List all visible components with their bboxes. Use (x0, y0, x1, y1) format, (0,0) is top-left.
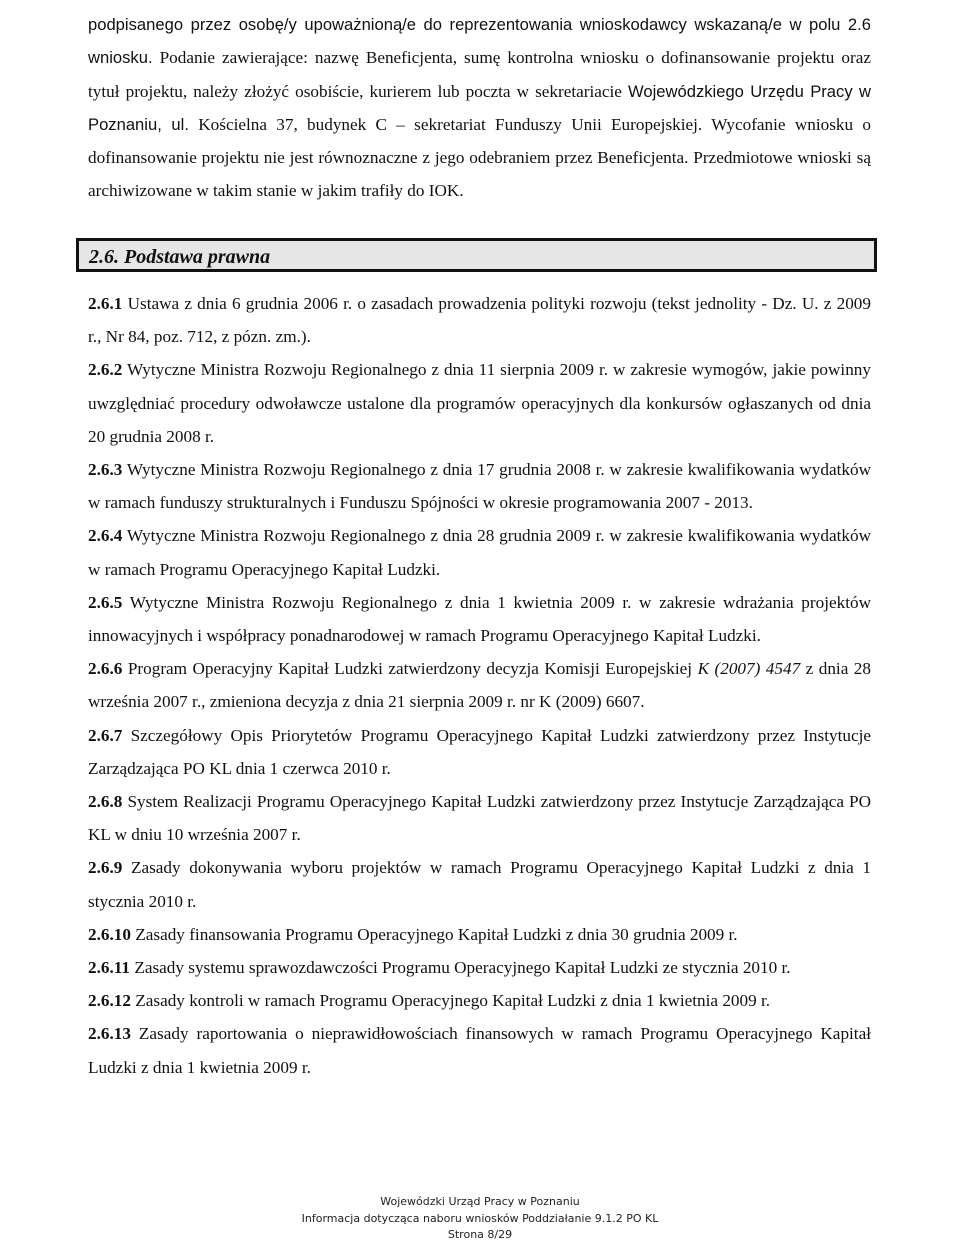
page-number: Strona 8/29 (447, 1228, 513, 1241)
item-number: 2.6.6 (88, 659, 123, 679)
item-text: Wytyczne Ministra Rozwoju Regionalnego z dnia 28 grudnia 2009 r. w zakresie kwalifikowania wydatków w ramach Programu Operacyjnego Kapitał Ludzki. (88, 526, 871, 579)
item-number: 2.6.12 (88, 991, 131, 1011)
item-text: Wytyczne Ministra Rozwoju Regionalnego z dnia 1 kwietnia 2009 r. w zakresie wdrażania projektów innowacyjnych i współpracy ponadnarodowej w ramach Programu Operacyjnego Kapitał Ludzki. (88, 592, 871, 646)
item-text: Szczegółowy Opis Priorytetów Programu Operacyjnego Kapitał Ludzki zatwierdzony przez Instytucje Zarządzająca PO KL dnia 1 czerwca 2010 r. (88, 725, 871, 778)
page-footer (0, 1194, 960, 1244)
item-number: 2.6.13 (88, 1024, 131, 1044)
list-item (88, 851, 871, 917)
item-text: Zasady systemu sprawozdawczości Programu Operacyjnego Kapitał Ludzki ze stycznia 2010 r. (130, 958, 791, 978)
intro-text-1: podpisanego przez osobę/y upoważnioną/e do reprezentowania wnioskodawcy wskazaną/e w polu 2.6 wniosku. (88, 15, 871, 68)
section-heading-box (76, 238, 877, 272)
item-number: 2.6.7 (88, 725, 123, 745)
item-number: 2.6.11 (88, 958, 131, 978)
section-heading: 2.6. Podstawa prawna (89, 246, 271, 268)
list-item (88, 719, 871, 785)
list-item (88, 353, 871, 453)
item-number: 2.6.3 (88, 460, 123, 480)
item-text: Zasady kontroli w ramach Programu Operacyjnego Kapitał Ludzki z dnia 1 kwietnia 2009 r. (130, 991, 771, 1011)
list-item (88, 287, 871, 353)
list-item (88, 453, 871, 519)
list-item (88, 586, 871, 652)
intro-text-3: Wojewódzkiego Urzędu Pracy w Poznaniu, ul. (88, 81, 872, 134)
intro-text-4: Kościelna 37, budynek C – sekretariat Funduszy Unii Europejskiej. Wycofanie wniosku o dofinansowanie projektu nie jest równoznaczne z jego odebraniem przez Beneficjenta. Przedmiotowe wnioski są archiwizowane w takim stanie w jakim trafiły do IOK. (88, 114, 871, 201)
item-text: Zasady dokonywania wyboru projektów w ramach Programu Operacyjnego Kapitał Ludzki z dnia 1 stycznia 2010 r. (88, 858, 871, 911)
list-item (88, 918, 871, 951)
intro-text-2: Podanie zawierające: nazwę Beneficjenta, sumę kontrolna wniosku o dofinansowanie projektu oraz tytuł projektu, należy złożyć osobiście, kurierem lub poczta w sekretariacie (88, 48, 871, 101)
item-text: Wytyczne Ministra Rozwoju Regionalnego z dnia 17 grudnia 2008 r. w zakresie kwalifikowania wydatków w ramach funduszy strukturalnych i Funduszu Spójności w okresie programowania 2007 - 2013. (88, 460, 871, 513)
item-text: Wytyczne Ministra Rozwoju Regionalnego z dnia 11 sierpnia 2009 r. w zakresie wymogów, jakie powinny uwzględniać procedury odwoławcze ustalone dla programów operacyjnych dla konkursów ogłaszanych od dnia 20 grudnia 2008 r. (88, 360, 871, 446)
item-number: 2.6.4 (88, 526, 123, 546)
legal-basis-list (88, 287, 871, 1084)
item-text: Zasady raportowania o nieprawidłowościach finansowych w ramach Programu Operacyjnego Kapitał Ludzki z dnia 1 kwietnia 2009 r. (88, 1024, 871, 1077)
item-number: 2.6.5 (88, 592, 123, 612)
item-number: 2.6.10 (88, 924, 131, 944)
list-item (88, 1017, 871, 1083)
item-text: Zasady finansowania Programu Operacyjnego Kapitał Ludzki z dnia 30 grudnia 2009 r. (130, 924, 738, 944)
list-item (88, 519, 871, 585)
list-item (88, 951, 871, 984)
item-number: 2.6.9 (88, 858, 123, 878)
item-text: System Realizacji Programu Operacyjnego Kapitał Ludzki zatwierdzony przez Instytucje Zarządzająca PO KL w dniu 10 września 2007 r. (88, 792, 871, 845)
list-item (88, 785, 871, 851)
footer-document-title: Informacja dotycząca naboru wniosków Poddziałanie 9.1.2 PO KL (301, 1211, 659, 1225)
item-text: Program Operacyjny Kapitał Ludzki zatwierdzony decyzja Komisji Europejskiej (122, 659, 698, 679)
item-number: 2.6.1 (88, 294, 123, 313)
item-number: 2.6.8 (88, 792, 123, 812)
item-text-tail: z dnia 28 września 2007 r., zmieniona decyzja z dnia 21 sierpnia 2009 r. nr K (2009) 6607. (88, 659, 871, 712)
list-item (88, 652, 871, 718)
item-text: Ustawa z dnia 6 grudnia 2006 r. o zasadach prowadzenia polityki rozwoju (tekst jednolity - Dz. U. z 2009 r., Nr 84, poz. 712, z pózn. zm.). (88, 294, 871, 347)
item-number: 2.6.2 (88, 360, 123, 380)
item-text-italic: K (2007) 4547 (697, 659, 801, 679)
list-item (88, 984, 871, 1017)
intro-paragraph (88, 8, 871, 207)
footer-institution: Wojewódzki Urząd Pracy w Poznaniu (380, 1195, 580, 1208)
